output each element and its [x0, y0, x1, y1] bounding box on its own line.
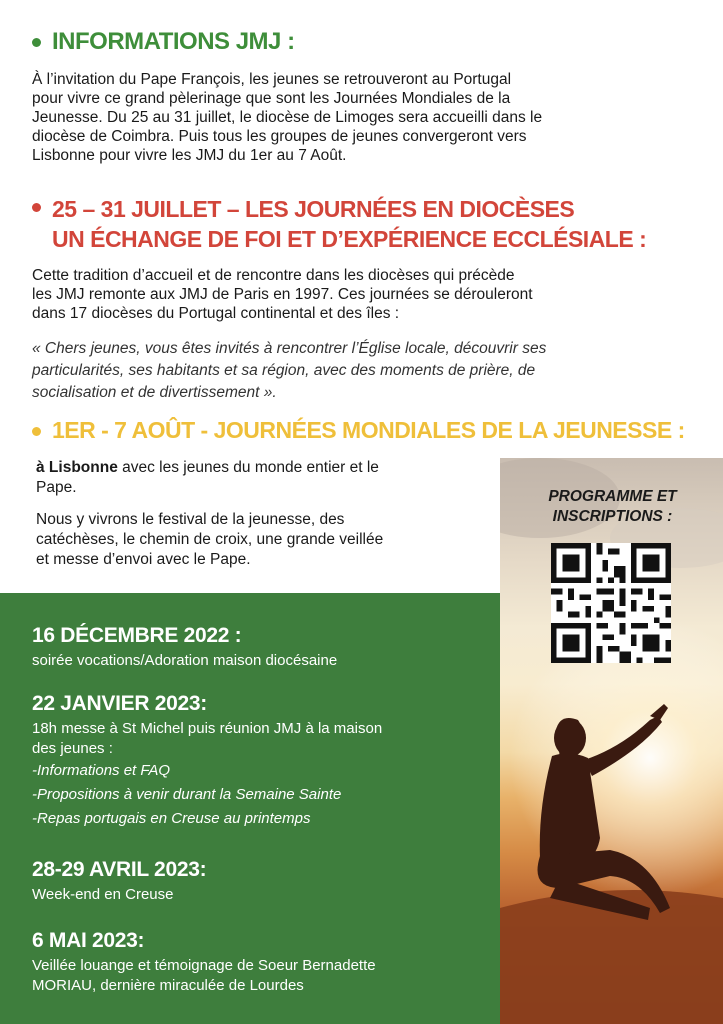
event-date: 28-29 AVRIL 2023: — [32, 858, 207, 881]
dioceses-paragraph: Cette tradition d’accueil et de rencontre dans les diocèses qui précède les JMJ remonte aux JMJ de Paris en 1997. Ces journées se dérouleront dans 17 diocèses du Portugal continental et des îles : — [32, 267, 533, 322]
lisbonne-bold: à Lisbonne — [36, 459, 118, 476]
event-item: 6 MAI 2023: Veillée louange et témoignage de Soeur Bernadette MORIAU, dernière miraculée de Lourdes — [32, 929, 492, 996]
programme-label: PROGRAMME ET INSCRIPTIONS : — [548, 488, 677, 525]
bullet-icon — [32, 427, 41, 436]
dioceses-quote: « Chers jeunes, vous êtes invités à rencontrer l’Église locale, découvrir ses particularités, ses habitants et sa région, avec des moments de prière, de socialisation et de divertissement ». — [32, 340, 547, 401]
event-item: 22 JANVIER 2023: 18h messe à St Michel puis réunion JMJ à la maison des jeunes : -Informations et FAQ -Propositions à venir durant la Semaine Sainte -Repas portugais en Creuse au printemps — [32, 692, 492, 831]
event-date: 22 JANVIER 2023: — [32, 692, 207, 715]
section-heading-informations: INFORMATIONS JMJ : — [32, 28, 295, 56]
bullet-icon — [32, 38, 41, 47]
bullet-icon — [32, 203, 41, 212]
section-heading-jmj: 1ER - 7 AOÛT - JOURNÉES MONDIALES DE LA JEUNESSE : — [32, 417, 685, 444]
lisbonne-paragraph: à Lisbonne avec les jeunes du monde entier et le Pape. — [36, 459, 379, 496]
event-item: 28-29 AVRIL 2023: Week-end en Creuse — [32, 858, 492, 905]
qr-code[interactable] — [551, 543, 671, 663]
event-date: 16 DÉCEMBRE 2022 : — [32, 624, 242, 647]
event-date: 6 MAI 2023: — [32, 929, 145, 952]
qr-code-icon — [551, 543, 671, 663]
section-heading-journees-en-dioceses: 25 – 31 JUILLET – LES JOURNÉES EN DIOCÈSES UN ÉCHANGE DE FOI ET D’EXPÉRIENCE ECCLÉSIALE : — [32, 194, 646, 254]
event-item: 16 DÉCEMBRE 2022 : soirée vocations/Adoration maison diocésaine — [32, 624, 492, 671]
informations-paragraph: À l’invitation du Pape François, les jeunes se retrouveront au Portugal pour vivre ce grand pèlerinage que sont les Journées Mondiales de la Jeunesse. Du 25 au 31 juillet, le diocèse de Limoges sera accueilli dans le diocèse de Coimbra. Puis tous les groupes de jeunes convergeront vers Lisbonne pour vivre les JMJ du 1er au 7 Août. — [32, 71, 543, 164]
festival-paragraph: Nous y vivrons le festival de la jeunesse, des catéchèses, le chemin de croix, une grande veillée et messe d’envoi avec le Pape. — [36, 511, 384, 568]
